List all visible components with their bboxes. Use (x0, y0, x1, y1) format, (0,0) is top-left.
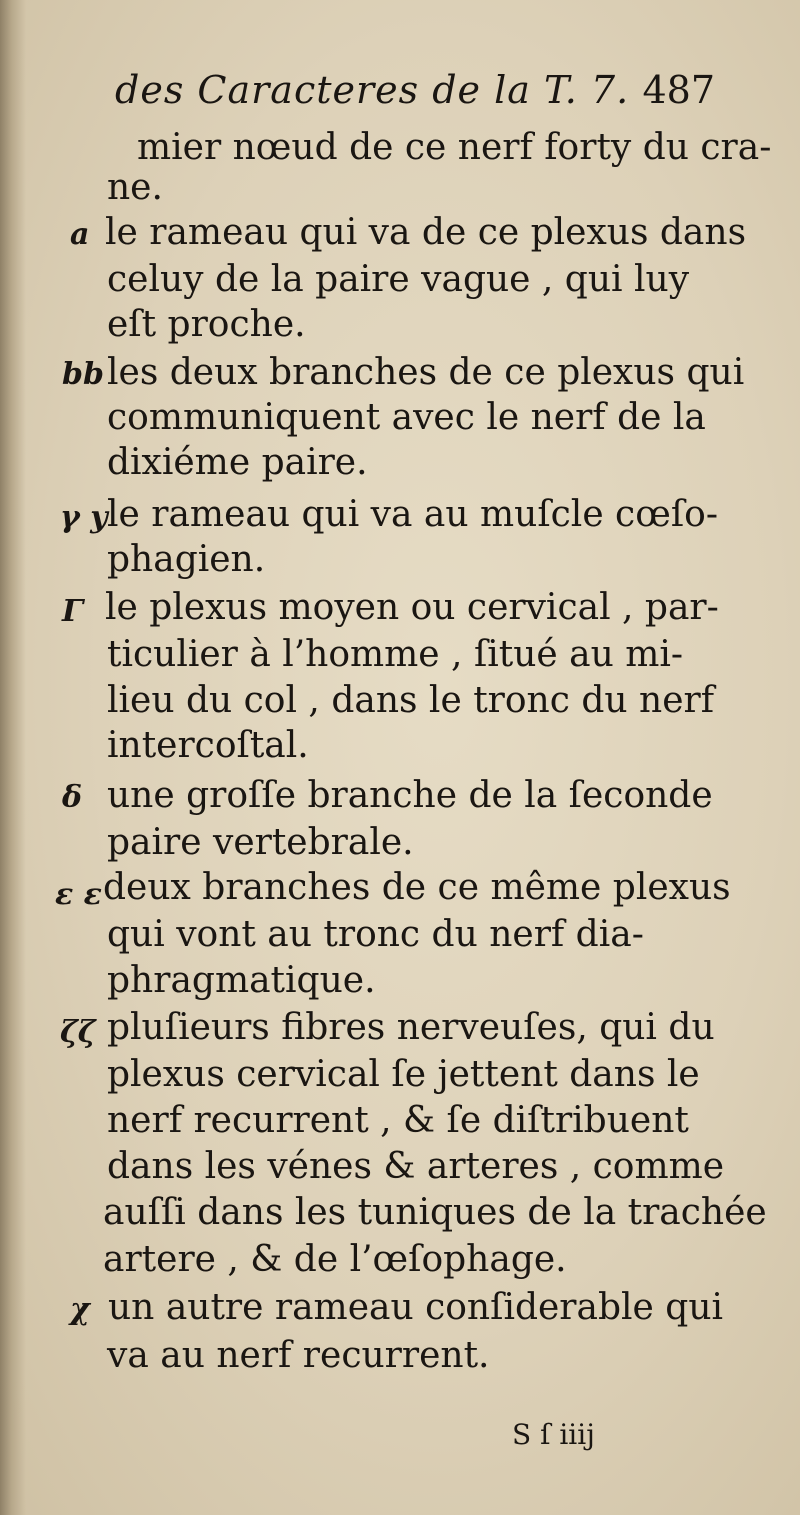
running-title: des Caracteres de la T. 7. (115, 68, 630, 112)
text-line: phragmatique. (107, 960, 376, 1001)
text-line: mier nœud de ce nerf forty du cra- (137, 127, 772, 168)
text-line: celuy de la paire vague , qui luy (107, 259, 690, 300)
figure-marker-yy: γ y (60, 500, 108, 535)
text-line: une groſſe branche de la ſeconde (107, 775, 713, 816)
text-line: nerf recurrent , & ſe diſtribuent (107, 1100, 689, 1141)
figure-marker-chi: χ (70, 1292, 90, 1327)
text-line: va au nerf recurrent. (107, 1335, 490, 1376)
text-line: les deux branches de ce plexus qui (107, 352, 745, 393)
text-line: lieu du col , dans le tronc du nerf (107, 680, 715, 721)
figure-marker-gamma: Γ (62, 594, 84, 629)
signature-mark: S ſ iiij (512, 1418, 595, 1451)
text-line: le rameau qui va au muſcle cœſo- (107, 494, 718, 535)
text-line: ne. (107, 167, 163, 208)
text-line: dixiéme paire. (107, 442, 368, 483)
figure-marker-ee: ε ε (55, 877, 102, 912)
text-line: phagien. (107, 539, 266, 580)
text-line: plexus cervical ſe jettent dans le (107, 1054, 700, 1095)
text-line: paire vertebrale. (107, 822, 414, 863)
text-line: eſt proche. (107, 304, 306, 345)
text-line: un autre rameau conſiderable qui (108, 1287, 724, 1328)
text-line: auſſi dans les tuniques de la trachée (103, 1192, 767, 1233)
page-number: 487 (642, 68, 715, 112)
text-line: ticulier à l’homme , ſitué au mi- (107, 634, 684, 675)
text-line: deux branches de ce même plexus (103, 867, 731, 908)
figure-marker-zz: ζζ (60, 1015, 96, 1050)
text-line: intercoſtal. (107, 725, 309, 766)
text-line: artere , & de l’œſophage. (103, 1239, 567, 1280)
text-line: le rameau qui va de ce plexus dans (105, 212, 747, 253)
figure-marker-bb: bb (62, 357, 104, 392)
text-line: qui vont au tronc du nerf dia- (107, 914, 644, 955)
text-line: dans les vénes & arteres , comme (107, 1146, 725, 1187)
text-line: pluſieurs fibres nerveuſes, qui du (107, 1007, 715, 1048)
text-line: le plexus moyen ou cervical , par- (105, 587, 719, 628)
figure-marker-a: a (70, 217, 90, 252)
text-line: communiquent avec le nerf de la (107, 397, 706, 438)
figure-marker-delta: δ (62, 780, 83, 815)
